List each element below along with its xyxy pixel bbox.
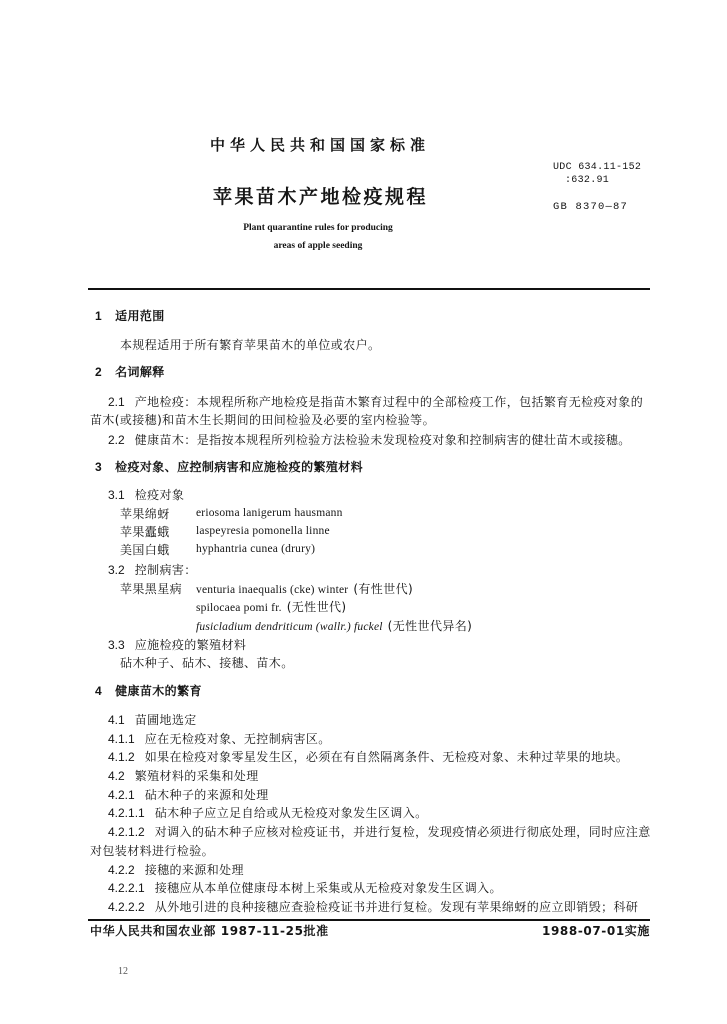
clause-number: 4.1.1 <box>108 732 135 746</box>
clause-2-2 <box>108 432 631 448</box>
disease-latin-name: venturia inaequalis (cke) winter <box>196 584 349 596</box>
clause-number: 4.2.2.1 <box>108 881 145 895</box>
clause-number: 4.2.1.2 <box>108 825 145 839</box>
section-title: 适用范围 <box>115 309 165 323</box>
clause-4-2-1-2-line2: 对包装材料进行检验。 <box>90 844 215 858</box>
clause-number: 4.2 <box>108 769 125 783</box>
clause-title: 检疫对象 <box>134 488 185 502</box>
pest-name: 苹果蠹蛾 <box>120 525 170 539</box>
clause-text: 如果在检疫对象零星发生区，必须在有自然隔离条件、无检疫对象、未种过苹果的地块。 <box>144 750 629 764</box>
clause-number: 2.2 <box>108 433 125 447</box>
clause-title: 苗圃地选定 <box>134 713 197 727</box>
clause-3-3 <box>108 637 246 653</box>
section-number: 1 <box>95 309 103 323</box>
section-title: 检疫对象、应控制病害和应施检疫的繁殖材料 <box>115 460 364 474</box>
clause-text: 产地检疫：本规程所称产地检疫是指苗木繁育过程中的全部检疫工作，包括繁育无检疫对象的 <box>134 395 644 409</box>
clause-4-2-1-2-line1 <box>108 824 651 840</box>
standard-number: GB 8370—87 <box>553 201 629 213</box>
disease-form-row <box>196 599 346 616</box>
section-number: 2 <box>95 365 103 379</box>
pest-name: 美国白蛾 <box>120 543 170 557</box>
clause-number: 4.2.1 <box>108 788 135 802</box>
standard-type: 中华人民共和国国家标准 <box>210 136 431 154</box>
section-1-paragraph: 本规程适用于所有繁育苹果苗木的单位或农户。 <box>120 338 381 352</box>
pest-latin-name: eriosoma lanigerum hausmann <box>196 507 343 519</box>
effective-date: 1988-07-01实施 <box>542 924 650 938</box>
disease-name: 苹果黑星病 <box>120 582 183 596</box>
clause-text: 砧木种子应立足自给或从无检疫对象发生区调入。 <box>154 806 428 820</box>
udc-code-line2: :632.91 <box>565 175 610 186</box>
section-2-heading <box>95 364 165 380</box>
udc-code-line1: UDC 634.11-152 <box>553 162 642 173</box>
pest-latin-name: hyphantria cunea (drury) <box>196 543 316 555</box>
clause-title: 繁殖材料的采集和处理 <box>134 769 259 783</box>
clause-number: 4.1.2 <box>108 750 135 764</box>
disease-latin-name: spilocaea pomi fr. <box>196 602 282 614</box>
clause-4-2-1-1 <box>108 805 428 821</box>
section-1-heading <box>95 308 165 324</box>
section-3-heading <box>95 459 363 475</box>
clause-text: 健康苗木：是指按本规程所列检验方法检验未发现检疫对象和控制病害的健壮苗木或接穗。 <box>134 433 631 447</box>
clause-title: 控制病害： <box>134 563 197 577</box>
clause-text: 对调入的砧木种子应核对检疫证书，并进行复检，发现疫情必须进行彻底处理，同时应注意 <box>154 825 651 839</box>
clause-number: 4.2.1.1 <box>108 806 145 820</box>
header-divider <box>88 288 650 290</box>
clause-4-2-2 <box>108 862 244 878</box>
clause-number: 3.3 <box>108 638 125 652</box>
clause-title: 砧木种子的来源和处理 <box>144 788 269 802</box>
disease-form-row <box>196 618 472 635</box>
clause-4-2-2-1 <box>108 880 502 896</box>
section-title: 健康苗木的繁育 <box>115 684 202 698</box>
clause-text: 接穗应从本单位健康母本树上采集或从无检疫对象发生区调入。 <box>154 881 502 895</box>
disease-form-note: (无性世代异名) <box>387 619 473 633</box>
clause-text: 从外地引进的良种接穗应查验检疫证书并进行复检。发现有苹果绵蚜的应立即销毁；科研 <box>154 900 639 914</box>
pest-latin-name: laspeyresia pomonella linne <box>196 525 330 537</box>
clause-4-1-1 <box>108 731 331 747</box>
section-4-heading <box>95 683 202 699</box>
page-number: 12 <box>118 966 128 977</box>
disease-form-row <box>196 581 413 598</box>
clause-number: 3.2 <box>108 563 125 577</box>
clause-title: 应施检疫的繁殖材料 <box>134 638 247 652</box>
approval-line: 中华人民共和国农业部 1987-11-25批准 <box>90 924 329 938</box>
section-number: 3 <box>95 460 103 474</box>
clause-4-2 <box>108 768 259 784</box>
clause-text: 应在无检疫对象、无控制病害区。 <box>144 732 331 746</box>
clause-number: 4.2.2 <box>108 863 135 877</box>
disease-latin-name: fusicladium dendriticum (wallr.) fuckel <box>196 621 383 633</box>
document-title-en-line1: Plant quarantine rules for producing <box>243 223 393 233</box>
clause-4-2-2-2 <box>108 899 638 915</box>
section-number: 4 <box>95 684 103 698</box>
clause-4-1 <box>108 712 197 728</box>
clause-number: 4.1 <box>108 713 125 727</box>
clause-3-1 <box>108 487 184 503</box>
document-title-zh: 苹果苗木产地检疫规程 <box>213 186 429 208</box>
clause-number: 3.1 <box>108 488 125 502</box>
clause-2-1-line2: 苗木(或接穗)和苗木生长期间的田间检验及必要的室内检验等。 <box>90 413 435 427</box>
disease-form-note: (有性世代) <box>353 582 414 596</box>
document-title-en-line2: areas of apple seeding <box>273 241 363 251</box>
clause-number: 2.1 <box>108 395 125 409</box>
section-title: 名词解释 <box>115 365 165 379</box>
footer-divider <box>88 919 650 921</box>
clause-2-1-line1 <box>108 394 643 410</box>
propagation-materials: 砧木种子、砧木、接穗、苗木。 <box>120 656 294 670</box>
clause-number: 4.2.2.2 <box>108 900 145 914</box>
clause-4-1-2 <box>108 749 628 765</box>
pest-name: 苹果绵蚜 <box>120 507 170 521</box>
disease-form-note: (无性世代) <box>286 600 347 614</box>
clause-4-2-1 <box>108 787 269 803</box>
clause-3-2 <box>108 562 197 578</box>
clause-title: 接穗的来源和处理 <box>144 863 244 877</box>
